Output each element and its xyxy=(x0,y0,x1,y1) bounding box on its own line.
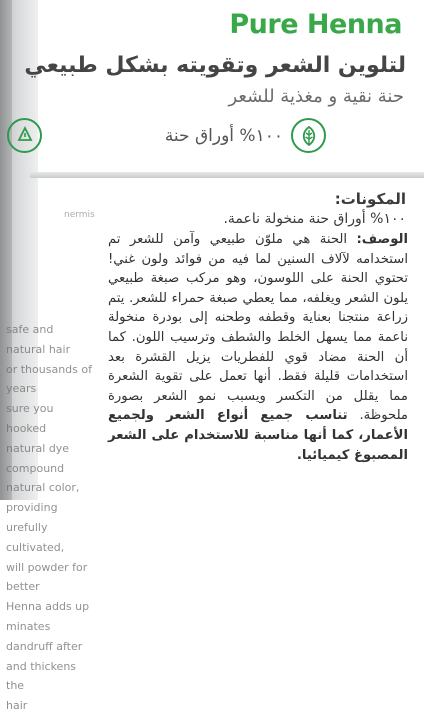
leaf-icon xyxy=(291,118,326,153)
product-headline: لتلوين الشعر وتقويته بشكل طبيعي xyxy=(24,53,406,78)
brand-title: Pure Henna xyxy=(229,9,402,40)
ingredients-line: ١٠٠% أوراق حنة منخولة ناعمة. xyxy=(223,211,406,227)
badge-leaf-label: ١٠٠% أوراق حنة xyxy=(164,125,283,146)
description-block xyxy=(108,230,408,465)
drop-icon xyxy=(7,118,42,153)
description-bold-tail: تناسب جميع أنواع الشعر ولجميع الأعمار، كما أنها مناسبة للاستخدام على الشعر المصبوغ كيميائيا. xyxy=(108,408,408,463)
badge-hair-color xyxy=(0,118,42,153)
product-subline: حنة نقية و مغذية للشعر xyxy=(228,86,404,107)
description-label: الوصف: xyxy=(356,232,408,247)
side-english-text: safe and natural hair or thousands of years sure you hooked natural dye compound natural color, providing urefully cultivated, will powder for better Henna adds up minates dandruff after and thickens the hair xyxy=(6,323,92,713)
description-body: الحنة هي ملوّن طبيعي وآمن للشعر تم استخدامه لآلاف السنين لما فيه من فوائد ولون غني! تحتوي الحنة على اللوسون، وهو مركب صبغة طبيعي يلون الشعر ويغلفه، مما يعطي صبغة حمراء للشعر. يتم زراعة منتجنا بعناية وقطفه وطحنه إلى بودرة منخولة ناعمة مما يسهل الخلط والشطف وترسيب اللون. كما أن الحنة مضاد قوي للفطريات يزيل القشرة بعد استخدامات قليلة فقط. أنها تعمل على تقوية الشعرة مما يقلل من التكسر ويسبب نمو الشعر بصورة ملحوظة. xyxy=(108,232,408,424)
side-english-word: nermis xyxy=(64,210,95,220)
ingredients-title: المكونات: xyxy=(334,190,406,208)
badge-henna-leaves xyxy=(165,118,326,153)
label-divider xyxy=(30,172,424,178)
